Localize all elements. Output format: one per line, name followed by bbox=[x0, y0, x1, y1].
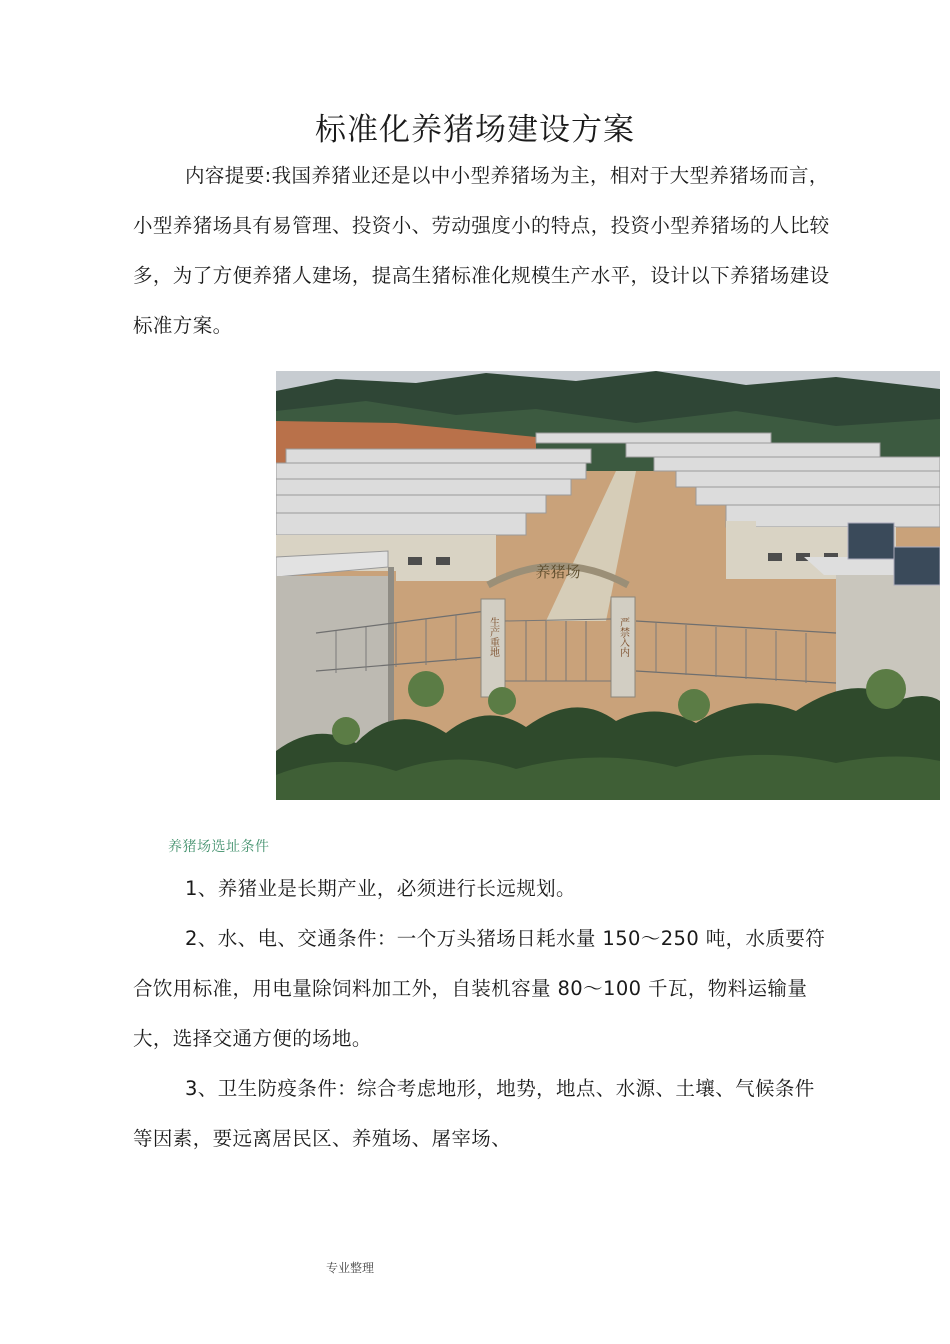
left-pillar-text: 生产重地 bbox=[487, 617, 499, 657]
summary-paragraph: 内容提要:我国养猪业还是以中小型养猪场为主，相对于大型养猪场而言，小型养猪场具有易管理、投资小、劳动强度小的特点，投资小型养猪场的人比较多，为了方便养猪人建场，提高生猪标准化规模生产水平，设计以下养猪场建设标准方案。 bbox=[133, 164, 830, 337]
page-footer: 专业整理 bbox=[326, 1261, 375, 1275]
document-title: 标准化养猪场建设方案 bbox=[315, 112, 635, 148]
right-pillar-text: 严禁入内 bbox=[617, 617, 629, 657]
list-item-1: 1、养猪业是长期产业，必须进行长远规划。 bbox=[185, 877, 576, 900]
list-item-3: 3、卫生防疫条件：综合考虑地形，地势，地点、水源、土壤、气候条件等因素，要远离居民区、养殖场、屠宰场、 bbox=[133, 1077, 815, 1150]
list-item-2: 2、水、电、交通条件：一个万头猪场日耗水量 150～250 吨，水质要符合饮用标准，用电量除饲料加工外，自装机容量 80～100 千瓦，物料运输量大，选择交通方便的场地。 bbox=[133, 927, 826, 1050]
pig-farm-photo bbox=[276, 371, 940, 800]
section-heading: 养猪场选址条件 bbox=[168, 839, 270, 855]
gate-sign-text: 养猪场 bbox=[535, 563, 581, 581]
